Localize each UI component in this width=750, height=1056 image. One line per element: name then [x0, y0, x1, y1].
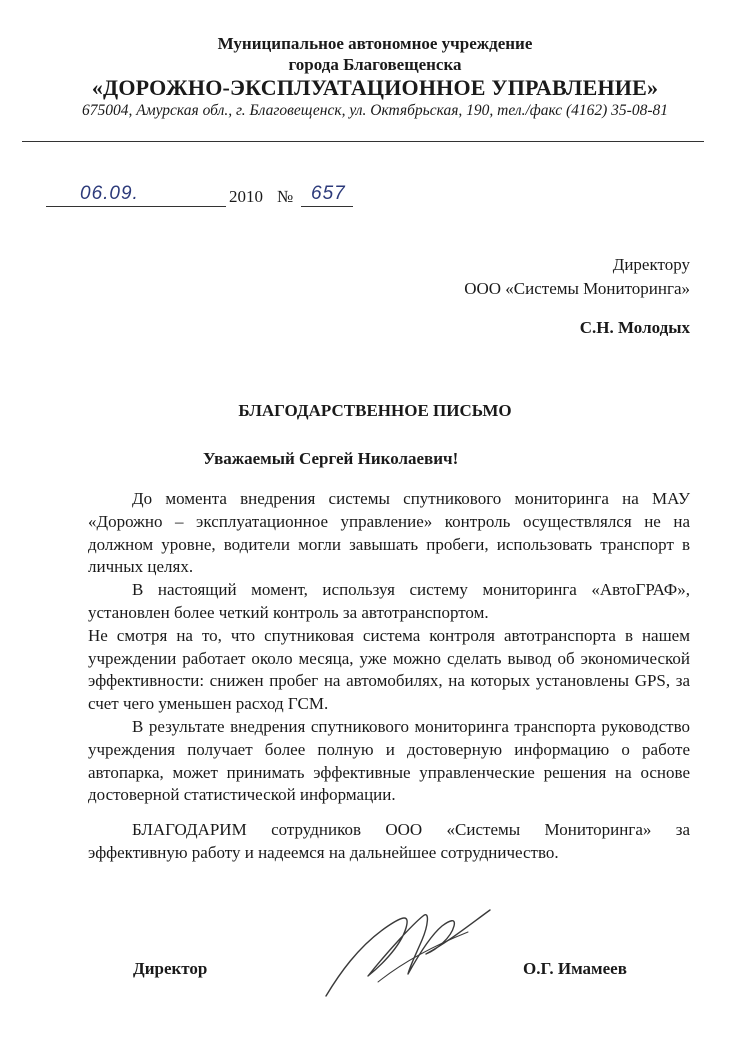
number-sign: № — [277, 187, 294, 206]
letterhead-address: 675004, Амурская обл., г. Благовещенск, ул. Октябрьская, 190, тел./факс (4162) 35-08-81 — [82, 102, 668, 119]
body-paragraph-3: Не смотря на то, что спутниковая система контроля автотранспорта в нашем учреждении работает около месяца, уже можно сделать вывод об экономической эффективности: снижен пробег на автомобилях, на которых установлены GPS, за счет чего уменьшен расход ГСМ. — [88, 625, 690, 714]
addressee-company: ООО «Системы Мониторинга» — [464, 279, 690, 298]
body-paragraph-5: БЛАГОДАРИМ сотрудников ООО «Системы Мониторинга» за эффективную работу и надеемся на дальнейшее сотрудничество. — [88, 820, 690, 862]
letterhead-divider — [22, 141, 704, 142]
number-handwritten: 657 — [311, 183, 346, 204]
date-handwritten: 06.09. — [80, 183, 139, 204]
addressee-name: С.Н. Молодых — [579, 318, 690, 337]
date-year: 2010 — [229, 187, 263, 206]
addressee-position: Директору — [612, 255, 690, 274]
letter-greeting: Уважаемый Сергей Николаевич! — [203, 449, 459, 468]
body-paragraph-4: В результате внедрения спутникового мониторинга транспорта руководство учреждения получает более полную и достоверную информацию о работе автопарка, может принимать эффективные управленческие решения на основе достоверной статистической информации. — [88, 716, 690, 805]
letter-body — [88, 488, 690, 865]
letterhead-org-type: Муниципальное автономное учреждение — [217, 34, 533, 53]
handwritten-signature — [318, 896, 498, 1006]
body-paragraph-2: В настоящий момент, используя систему мониторинга «АвтоГРАФ», установлен более четкий контроль за автотранспортом. — [88, 580, 690, 622]
letterhead-org-name: «ДОРОЖНО-ЭКСПЛУАТАЦИОННОЕ УПРАВЛЕНИЕ» — [91, 75, 659, 100]
date-underline — [46, 206, 226, 207]
letter-title: БЛАГОДАРСТВЕННОЕ ПИСЬМО — [238, 401, 512, 420]
letterhead-city: города Благовещенска — [288, 55, 462, 74]
number-underline — [301, 206, 353, 207]
signature-role: Директор — [133, 959, 208, 978]
signature-name: О.Г. Имамеев — [523, 959, 627, 978]
body-paragraph-1: До момента внедрения системы спутникового мониторинга на МАУ «Дорожно – эксплуатационное управление» контроль осуществлялся не на должном уровне, водители могли завышать пробеги, использовать транспорт в личных целях. — [88, 489, 690, 577]
